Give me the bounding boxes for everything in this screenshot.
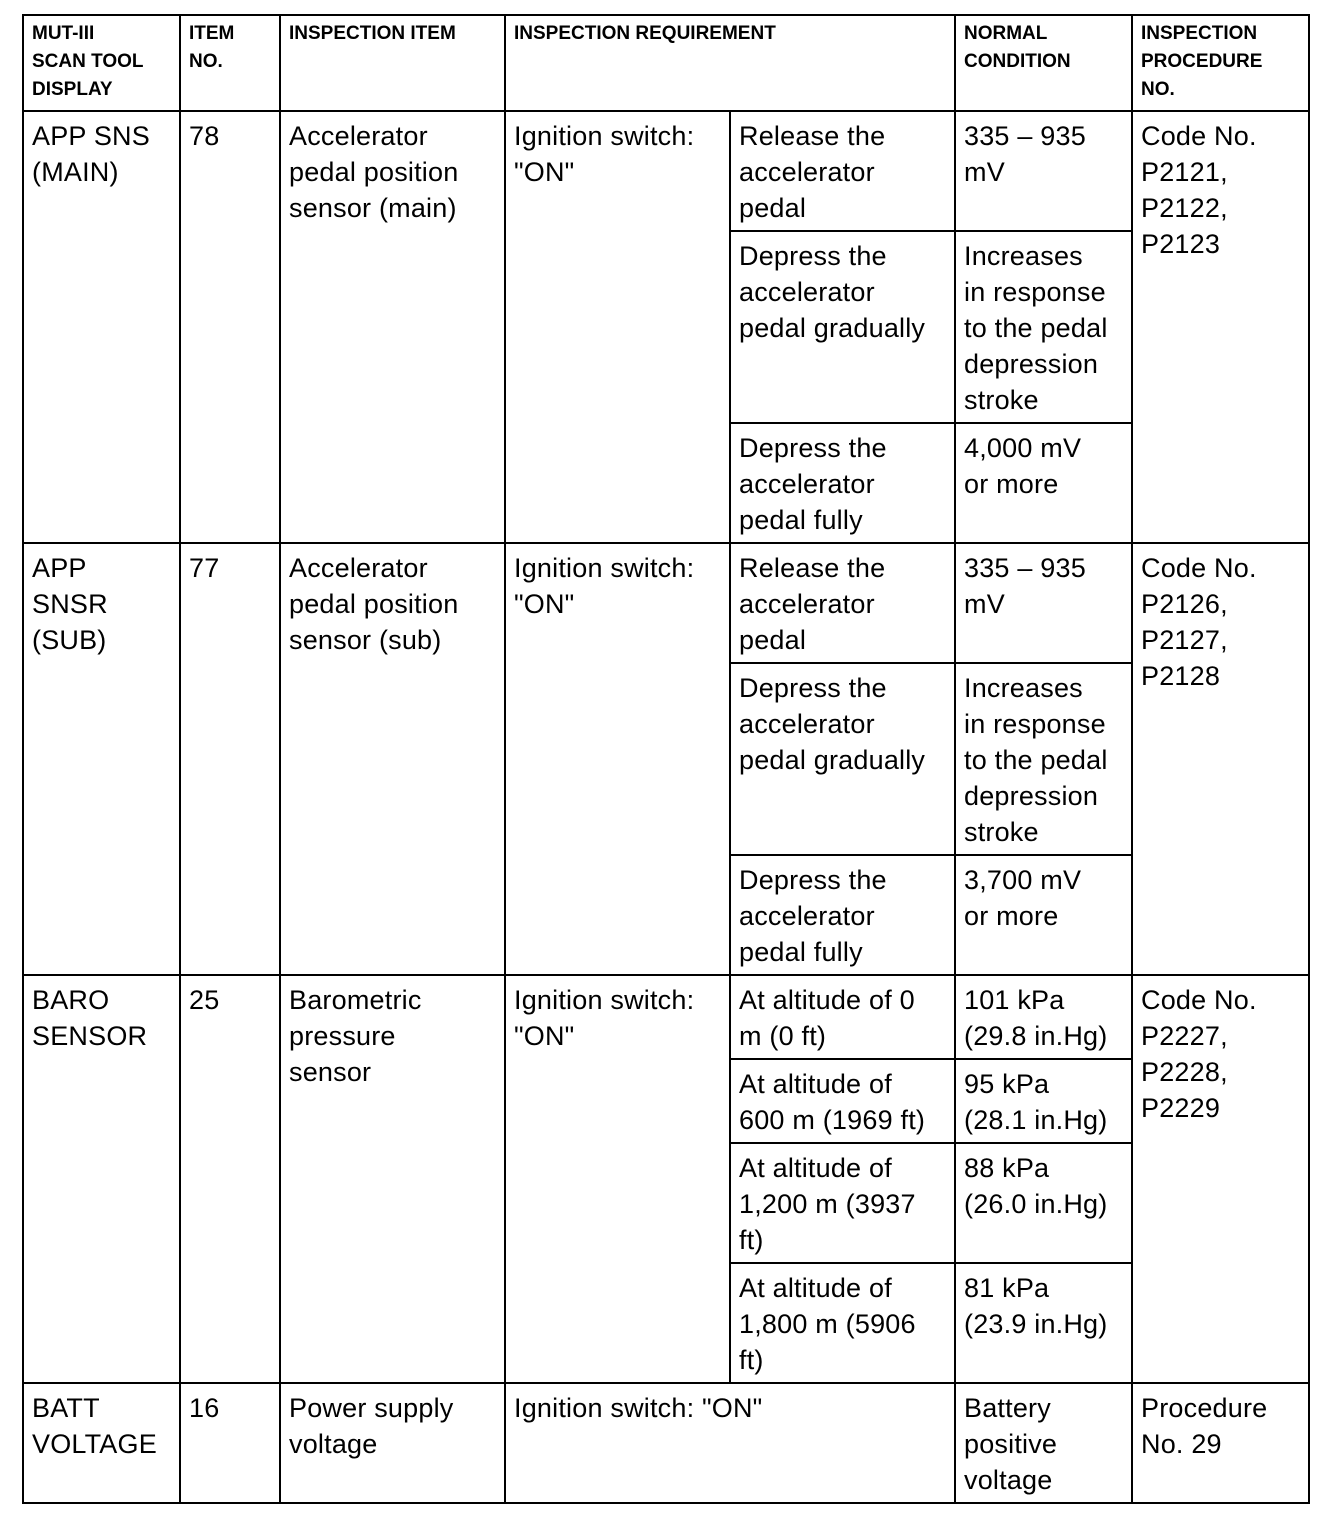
normal-cell: Battery positive voltage xyxy=(955,1383,1132,1503)
inspection-item-cell: Power supply voltage xyxy=(280,1383,505,1503)
normal-cell: 95 kPa (28.1 in.Hg) xyxy=(955,1059,1132,1143)
requirement-cell: Ignition switch: "ON" xyxy=(505,111,730,543)
condition-cell: Release the accelerator pedal xyxy=(730,111,955,231)
condition-cell: At altitude of 0 m (0 ft) xyxy=(730,975,955,1059)
condition-cell: Depress the accelerator pedal fully xyxy=(730,855,955,975)
normal-cell: 81 kPa (23.9 in.Hg) xyxy=(955,1263,1132,1383)
requirement-cell: Ignition switch: "ON" xyxy=(505,543,730,975)
header-inspection-item: INSPECTION ITEM xyxy=(280,15,505,111)
requirement-cell: Ignition switch: "ON" xyxy=(505,975,730,1383)
normal-cell: 3,700 mV or more xyxy=(955,855,1132,975)
header-normal-condition: NORMAL CONDITION xyxy=(955,15,1132,111)
item-no-cell: 78 xyxy=(180,111,280,543)
header-procedure-no: INSPECTION PROCEDURE NO. xyxy=(1132,15,1309,111)
table-row xyxy=(23,111,1309,231)
display-cell: APP SNSR (SUB) xyxy=(23,543,180,975)
condition-cell: At altitude of 1,800 m (5906 ft) xyxy=(730,1263,955,1383)
procedure-cell: Procedure No. 29 xyxy=(1132,1383,1309,1503)
procedure-cell: Code No. P2126, P2127, P2128 xyxy=(1132,543,1309,975)
header-item-no: ITEM NO. xyxy=(180,15,280,111)
normal-cell: 101 kPa (29.8 in.Hg) xyxy=(955,975,1132,1059)
display-cell: BARO SENSOR xyxy=(23,975,180,1383)
procedure-cell: Code No. P2121, P2122, P2123 xyxy=(1132,111,1309,543)
display-cell: APP SNS (MAIN) xyxy=(23,111,180,543)
normal-cell: Increases in response to the pedal depression stroke xyxy=(955,231,1132,423)
item-no-cell: 16 xyxy=(180,1383,280,1503)
item-no-cell: 77 xyxy=(180,543,280,975)
display-cell: BATT VOLTAGE xyxy=(23,1383,180,1503)
normal-cell: 88 kPa (26.0 in.Hg) xyxy=(955,1143,1132,1263)
condition-cell: At altitude of 1,200 m (3937 ft) xyxy=(730,1143,955,1263)
header-display: MUT-III SCAN TOOL DISPLAY xyxy=(23,15,180,111)
inspection-item-cell: Accelerator pedal position sensor (sub) xyxy=(280,543,505,975)
item-no-cell: 25 xyxy=(180,975,280,1383)
table-row xyxy=(23,975,1309,1059)
condition-cell: Depress the accelerator pedal gradually xyxy=(730,231,955,423)
normal-cell: 335 – 935 mV xyxy=(955,543,1132,663)
header-row xyxy=(23,15,1309,111)
normal-cell: Increases in response to the pedal depression stroke xyxy=(955,663,1132,855)
condition-cell: Depress the accelerator pedal fully xyxy=(730,423,955,543)
condition-cell: Depress the accelerator pedal gradually xyxy=(730,663,955,855)
header-inspection-requirement: INSPECTION REQUIREMENT xyxy=(505,15,955,111)
normal-cell: 4,000 mV or more xyxy=(955,423,1132,543)
condition-cell: Release the accelerator pedal xyxy=(730,543,955,663)
condition-cell: At altitude of 600 m (1969 ft) xyxy=(730,1059,955,1143)
inspection-item-cell: Accelerator pedal position sensor (main) xyxy=(280,111,505,543)
normal-cell: 335 – 935 mV xyxy=(955,111,1132,231)
table-row xyxy=(23,1383,1309,1503)
requirement-cell: Ignition switch: "ON" xyxy=(505,1383,955,1503)
table-row xyxy=(23,543,1309,663)
inspection-table xyxy=(22,14,1310,1504)
inspection-item-cell: Barometric pressure sensor xyxy=(280,975,505,1383)
procedure-cell: Code No. P2227, P2228, P2229 xyxy=(1132,975,1309,1383)
